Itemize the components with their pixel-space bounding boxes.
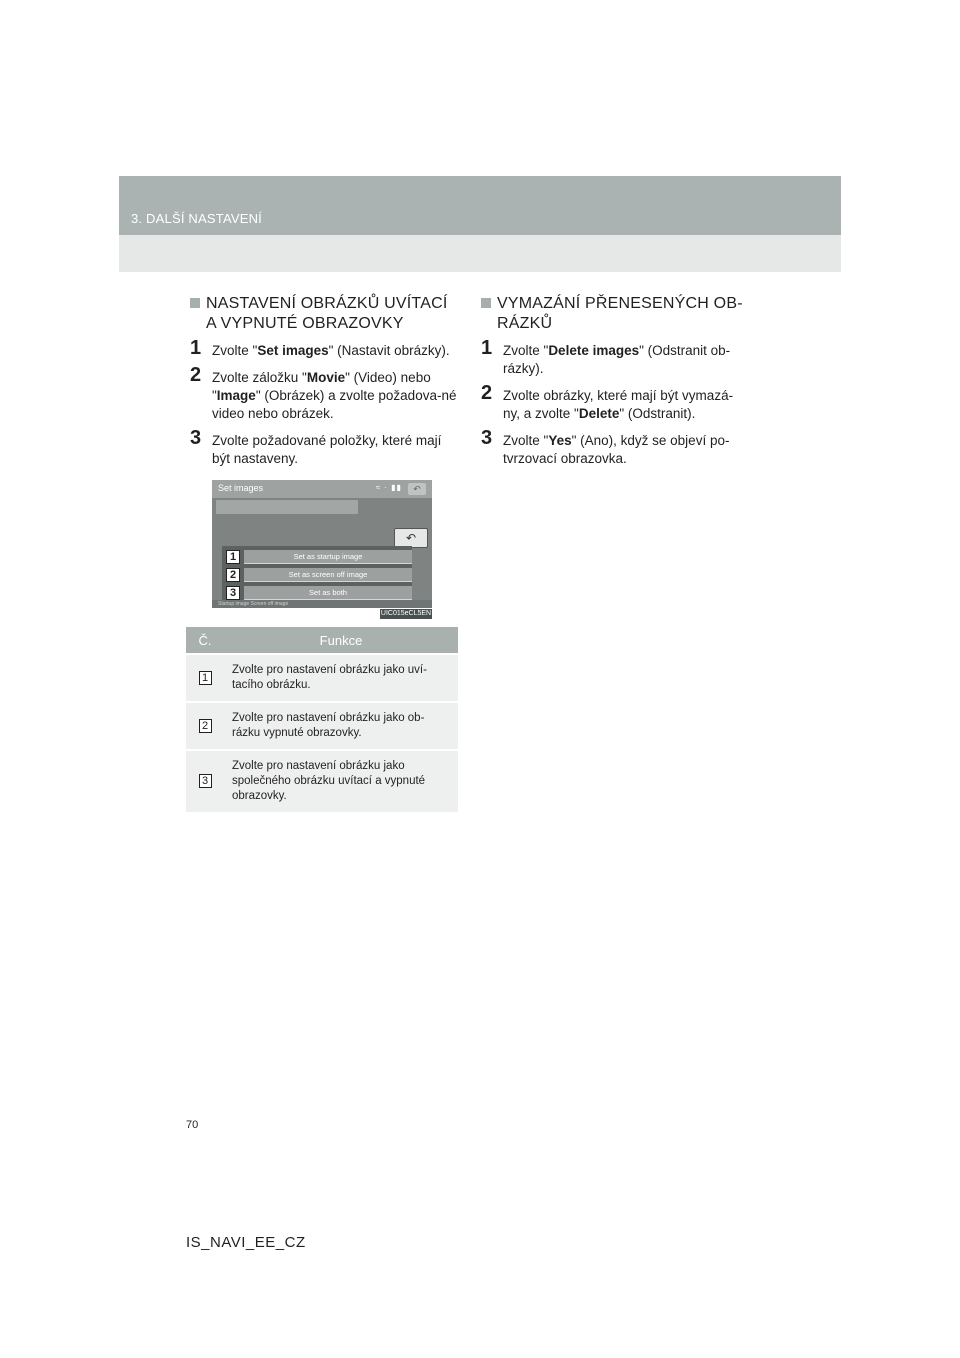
function-table — [186, 627, 458, 812]
screen-topbar — [212, 480, 432, 498]
menu-row — [226, 568, 412, 582]
popup-menu — [222, 546, 412, 602]
right-section-heading: VYMAZÁNÍ PŘENESENÝCH OB-RÁZKŮ — [481, 294, 749, 334]
left-section-heading: NASTAVENÍ OBRÁZKŮ UVÍTACÍ A VYPNUTÉ OBRAZOVKY — [190, 294, 458, 334]
set-both-button[interactable]: Set as both — [244, 586, 412, 600]
right-column — [481, 294, 749, 477]
key-label: Set images — [257, 343, 329, 358]
screen-tabs — [216, 500, 358, 514]
header-band — [119, 176, 841, 272]
callout-number: 3 — [226, 586, 240, 600]
set-images-screenshot — [212, 480, 432, 608]
table-cell: Zvolte pro nastavení obrázku jako uví-tacího obrázku. — [224, 654, 458, 702]
screen-footer: Startup image Screen off image — [212, 600, 432, 608]
image-code: UIC015eCL5EN — [380, 610, 432, 617]
back-button[interactable]: ↶ — [394, 528, 428, 548]
left-step-2: 2 Zvolte záložku "Movie" (Video) nebo "Image" (Obrázek) a zvolte požadova-né video nebo obrázek. — [190, 364, 457, 421]
column-header: Č. — [186, 627, 224, 654]
table-row — [186, 654, 458, 702]
callout-number: 1 — [226, 550, 240, 564]
right-step-1: 1 Zvolte "Delete images" (Odstranit ob-rázky). — [481, 337, 731, 376]
left-step-1: 1 Zvolte "Set images" (Nastavit obrázky). — [190, 337, 450, 359]
screen-title: Set images — [218, 483, 264, 493]
header-bar — [119, 176, 841, 235]
step-number: 2 — [481, 382, 493, 404]
back-icon[interactable]: ↶ — [408, 483, 426, 495]
key-label: Yes — [548, 433, 572, 448]
menu-row — [226, 586, 412, 600]
left-column — [190, 294, 458, 477]
step-number: 3 — [481, 427, 493, 449]
square-bullet-icon — [481, 298, 491, 308]
right-step-3: 3 Zvolte "Yes" (Ano), když se objeví po-tvrzovací obrazovka. — [481, 427, 730, 466]
table-cell: Zvolte pro nastavení obrázku jako ob-rázku vypnuté obrazovky. — [224, 702, 458, 750]
column-header: Funkce — [224, 627, 458, 654]
square-bullet-icon — [190, 298, 200, 308]
table-row — [186, 750, 458, 812]
key-label: Delete — [578, 406, 620, 421]
key-label: Delete images — [548, 343, 640, 358]
step-number: 1 — [481, 337, 493, 359]
set-screen-off-button[interactable]: Set as screen off image — [244, 568, 412, 582]
step-number: 2 — [190, 364, 202, 386]
number-box: 2 — [199, 719, 212, 733]
step-number: 3 — [190, 427, 202, 449]
left-step-3: 3 Zvolte požadované položky, které mají být nastaveny. — [190, 427, 442, 466]
key-label: Image — [216, 388, 256, 403]
section-title: 3. DALŠÍ NASTAVENÍ — [131, 211, 262, 226]
menu-row — [226, 550, 412, 564]
key-label: Movie — [306, 370, 346, 385]
number-box: 1 — [199, 671, 212, 685]
step-number: 1 — [190, 337, 202, 359]
table-row — [186, 702, 458, 750]
set-startup-button[interactable]: Set as startup image — [244, 550, 412, 564]
page-number: 70 — [186, 1119, 199, 1131]
document-code: IS_NAVI_EE_CZ — [186, 1234, 306, 1251]
callout-number: 2 — [226, 568, 240, 582]
right-step-2: 2 Zvolte obrázky, které mají být vymazá-ny, a zvolte "Delete" (Odstranit). — [481, 382, 734, 421]
table-cell: Zvolte pro nastavení obrázku jako společného obrázku uvítací a vypnuté obrazovky. — [224, 750, 458, 812]
number-box: 3 — [199, 774, 212, 788]
table-header-row — [186, 627, 458, 654]
status-icons: ≈ · ▮▮ — [375, 483, 402, 492]
